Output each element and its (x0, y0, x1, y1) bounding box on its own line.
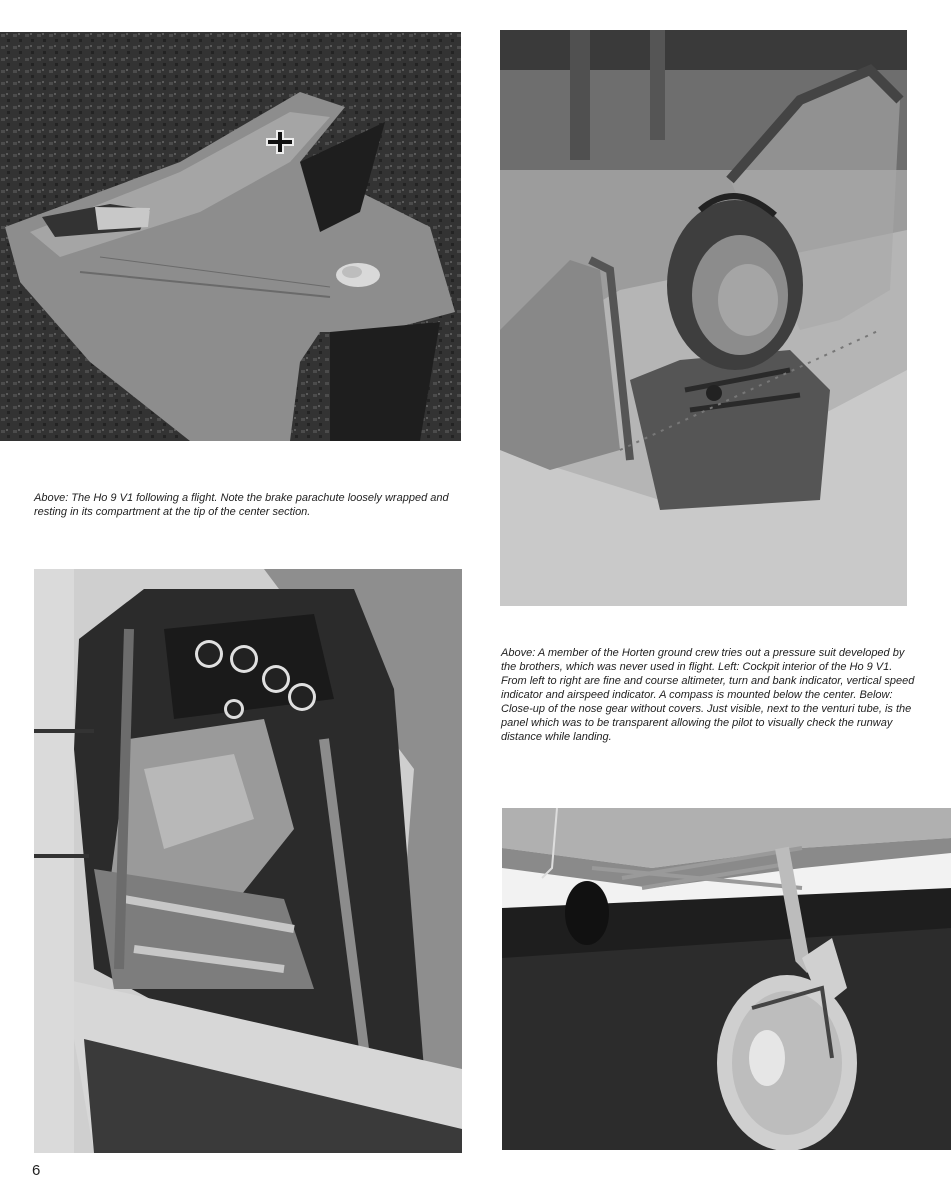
nose-gear-image (502, 808, 951, 1150)
caption-pressure-suit-cockpit-gear: Above: A member of the Horten ground crew tries out a pressure suit developed by the brothers, which was never used in flight. Left: Cockpit interior of the Ho 9 V1. From left to right are fine and course altimeter, turn and bank indicator, vertical speed indicator and airspeed indicator. A compass is mounted below the center. Below: Close-up of the nose gear without covers. Just visible, next to the venturi tube, is the panel which was to be transparent allowing the pilot to visually check the runway distance while landing. (501, 647, 915, 743)
caption-flying-wing: Above: The Ho 9 V1 following a flight. Note the brake parachute loosely wrapped and resting in its compartment at the tip of the center section. (34, 492, 449, 518)
page-number: 6 (32, 1162, 41, 1179)
photo-pressure-suit (500, 30, 907, 606)
photo-flying-wing (0, 32, 461, 441)
photo-cockpit-interior (34, 569, 462, 1153)
flying-wing-image (0, 32, 461, 441)
photo-nose-gear (502, 808, 951, 1150)
cockpit-interior-image (34, 569, 462, 1153)
pressure-suit-image (500, 30, 907, 606)
